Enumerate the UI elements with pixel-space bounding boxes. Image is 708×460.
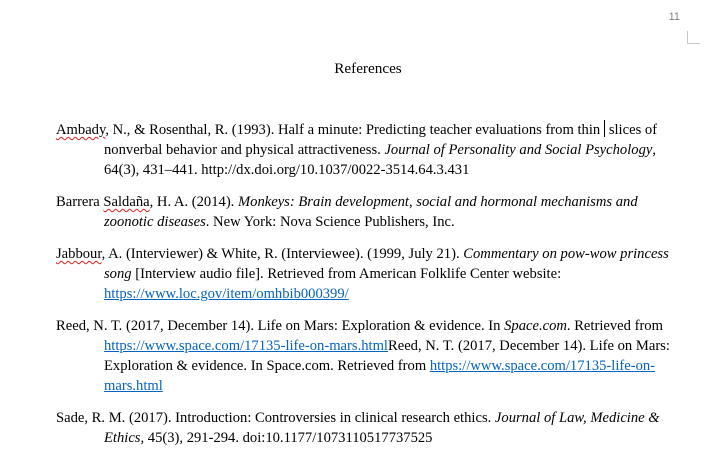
reference-link[interactable]: https://www.space.com/17135-life-on-mars.html [104,358,656,394]
reference-text: [Interview audio file]. Retrieved from American Folklife Center website: [131,266,562,282]
reference-entry [56,408,671,448]
reference-text: , H. A. (2014). [149,194,238,210]
misspelled-word[interactable]: Jabbour [56,246,102,262]
misspelled-word[interactable]: Saldaña [103,194,150,210]
reference-italic: Journal of Law, Medicine & Ethics [104,410,660,446]
reference-link[interactable]: https://www.loc.gov/item/omhbib000399/ [104,286,349,302]
text-cursor [604,120,605,137]
reference-link[interactable]: https://www.space.com/17135-life-on-mars.html [104,338,388,354]
reference-text: Reed, N. T. (2017, December 14). Life on Mars: Exploration & evidence. In Space.com. Retrieved from [104,338,670,374]
reference-italic: Monkeys: Brain development, social and hormonal mechanisms and zoonotic diseases [104,194,638,230]
misspelled-word[interactable]: Ambady [56,122,106,138]
page-title: References [334,60,402,77]
reference-text: . Retrieved from [566,318,663,334]
reference-entry [56,192,671,232]
reference-entry [56,316,671,396]
reference-text: Reed, N. T. (2017, December 14). Life on Mars: Exploration & evidence. In [56,318,505,334]
reference-text: . New York: Nova Science Publishers, Inc. [205,214,455,230]
reference-text: , N., & Rosenthal, R. (1993). Half a minute: Predicting teacher evaluations from thin slices of nonverbal behavior and physical attractiveness. [104,122,658,158]
reference-text: , 45(3), 291-294. doi:10.1177/1073110517737525 [140,430,433,446]
reference-text: , A. (Interviewer) & White, R. (Interviewee). (1999, July 21). [101,246,464,262]
reference-text: Barrera [56,194,104,210]
reference-entry [56,120,671,180]
page-corner-mark [687,31,700,44]
reference-list [56,120,671,460]
reference-text: Sade, R. M. (2017). Introduction: Controversies in clinical research ethics. [56,410,495,426]
reference-italic: Space.com [504,318,567,334]
reference-italic: Journal of Personality and Social Psychology [384,142,653,158]
reference-italic: Commentary on pow-wow princess song [104,246,669,282]
page-number: 11 [668,11,680,23]
reference-text: , 64(3), 431–441. http://dx.doi.org/10.1037/0022-3514.64.3.431 [104,142,657,178]
reference-entry [56,244,671,304]
